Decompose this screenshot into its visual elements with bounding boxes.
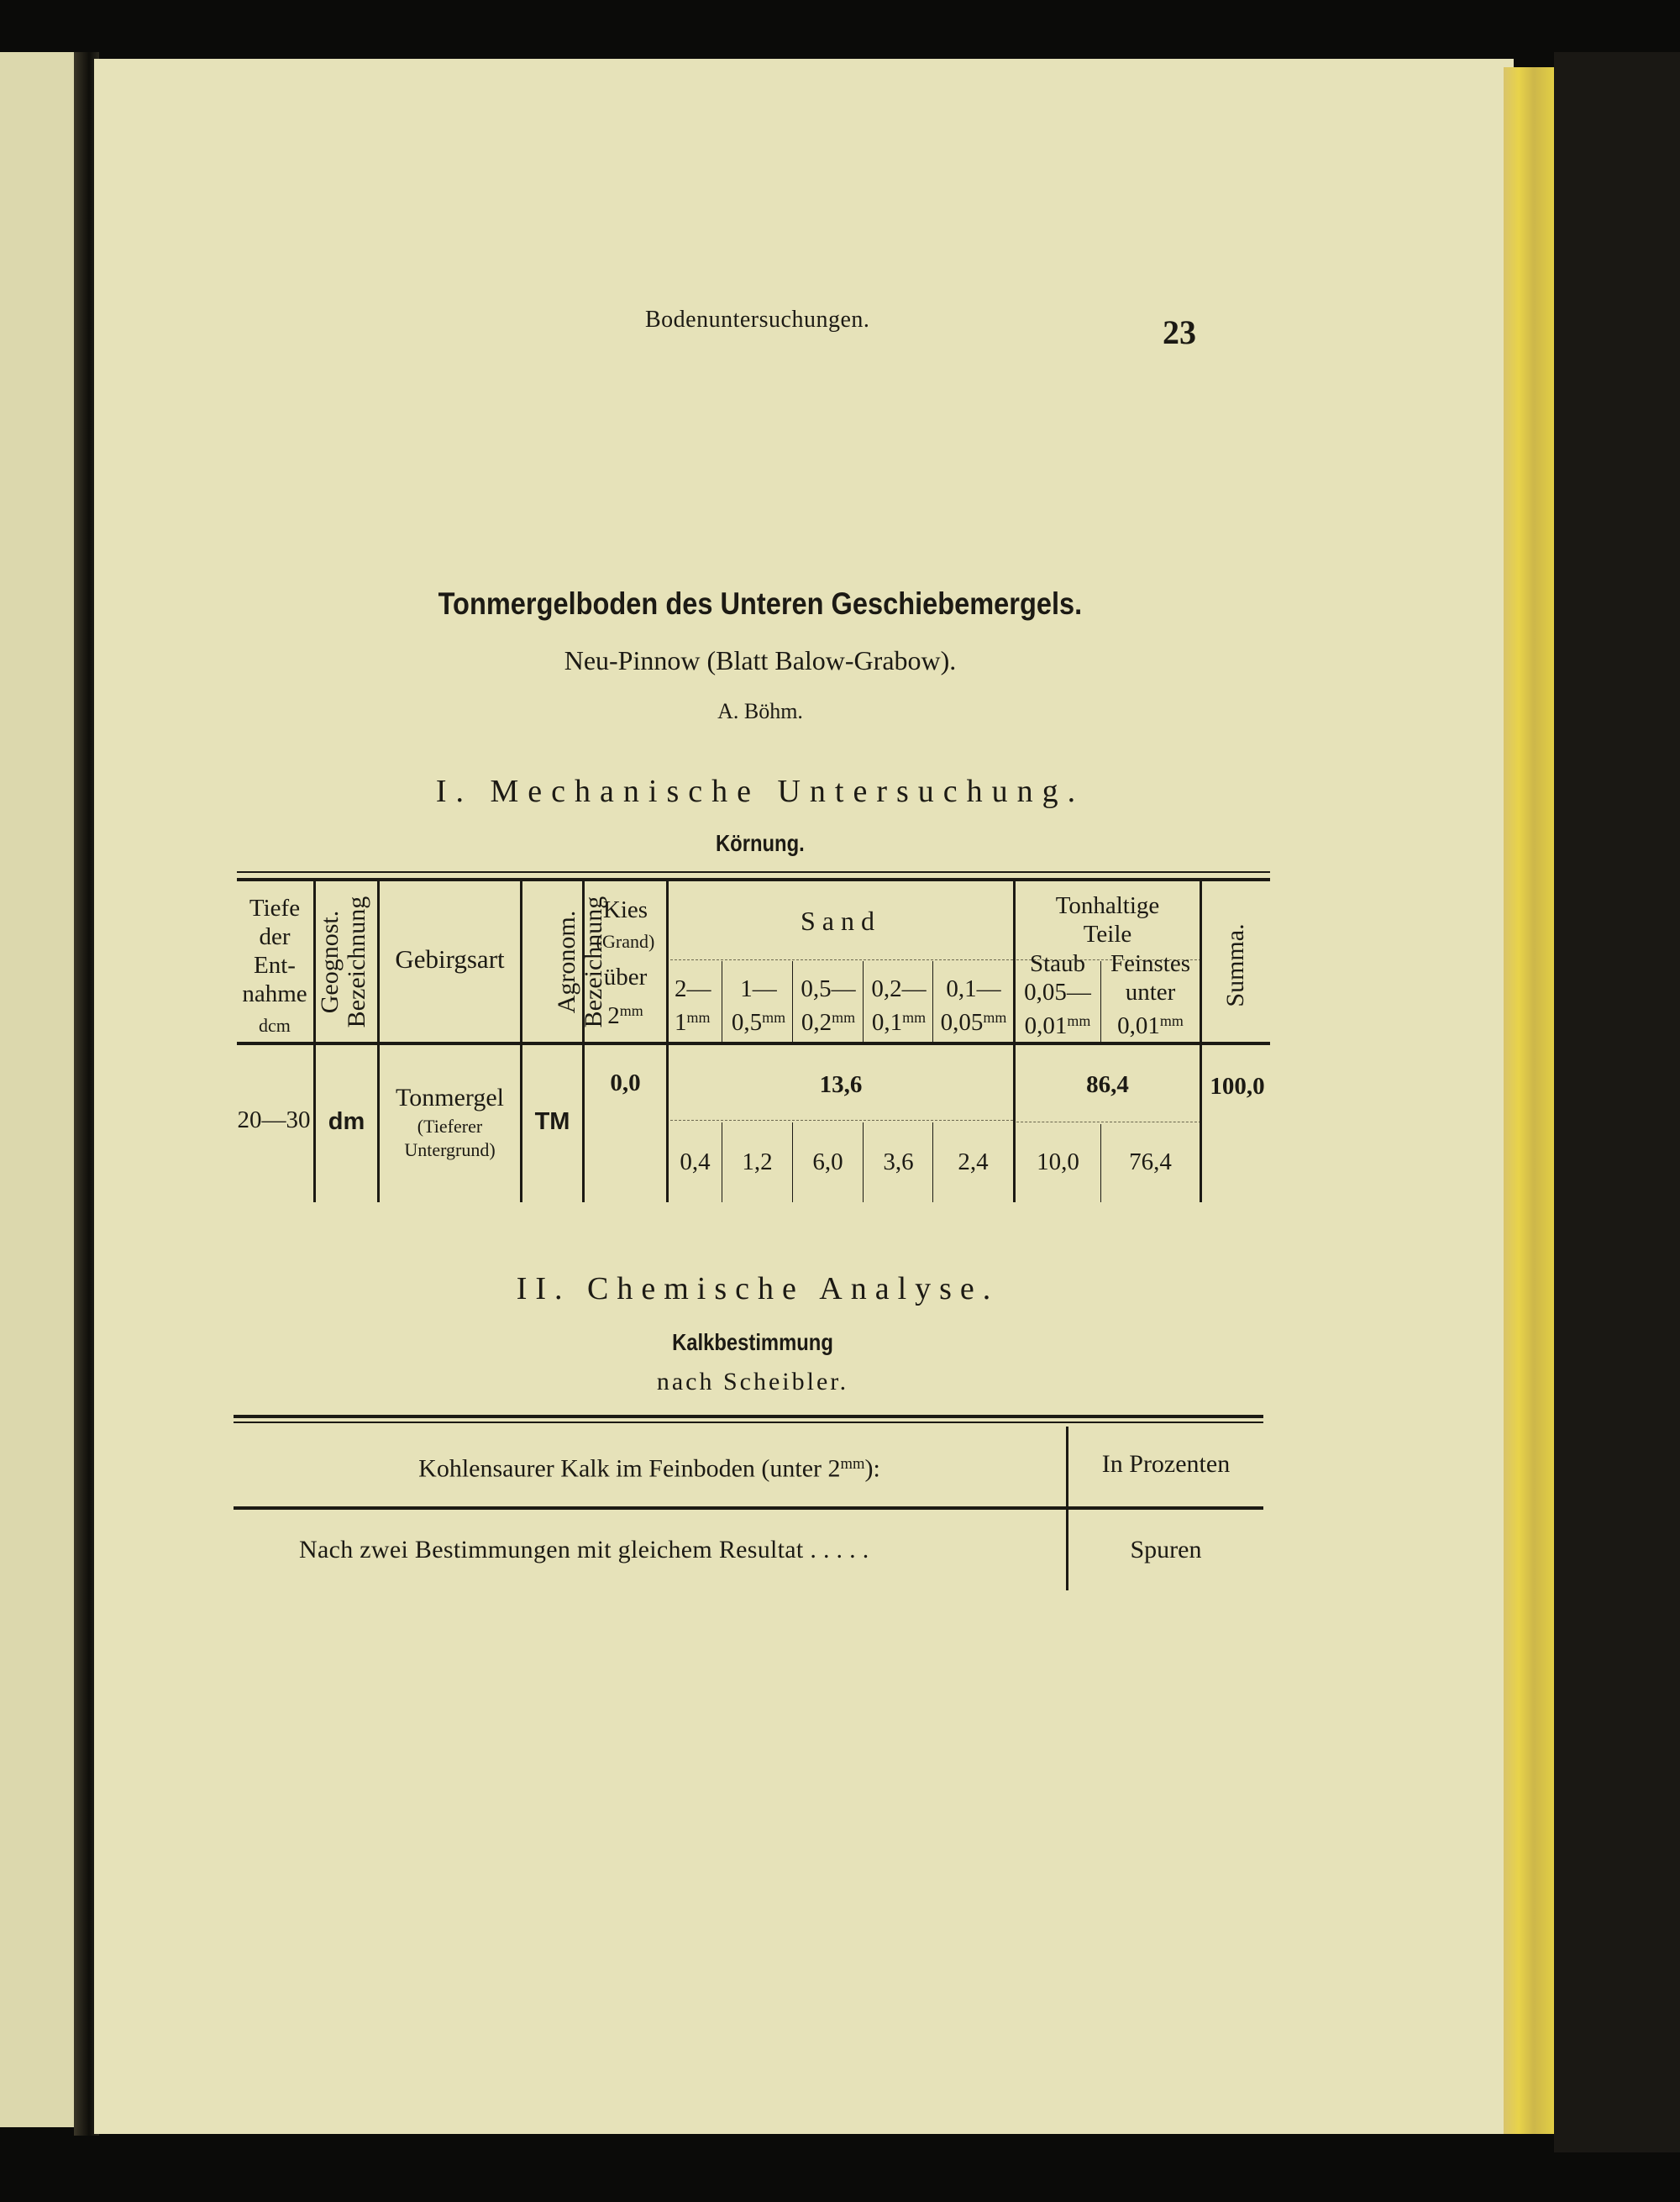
cell-gebirgsart: Tonmergel (Tieferer Untergrund)	[396, 1084, 504, 1160]
book-cover	[1554, 52, 1680, 2152]
header-agronom: Agronom. Bezeichnung	[553, 896, 607, 1028]
table-rule-top	[237, 878, 1270, 881]
cell-sand-2-1: 0,4	[680, 1148, 711, 1175]
table-rule-top-thin	[237, 871, 1270, 873]
subtitle: Neu-Pinnow (Blatt Balow-Grabow).	[564, 645, 957, 675]
col-divider	[1200, 881, 1202, 1202]
header-sand-05-02: 0,5— $0,2^{mm}$	[801, 975, 856, 1036]
table-rule-header	[237, 1042, 1270, 1045]
cell-staub: 10,0	[1037, 1148, 1079, 1175]
table2-header-left: Kohlensaurer Kalk im Feinboden (unter $2^{mm}$):	[418, 1454, 880, 1483]
table2-rule-top-thin	[234, 1422, 1263, 1423]
page-edges	[1504, 67, 1554, 2134]
header-sand-01-005: 0,1— $0,05^{mm}$	[940, 975, 1007, 1036]
header-sand: Sand	[801, 906, 881, 936]
header-geognost: Geognost. Bezeichnung	[316, 896, 370, 1028]
subheading-kalkbestimmung: Kalkbestimmung	[672, 1329, 833, 1355]
section-heading-chemical: II. Chemische Analyse.	[516, 1271, 1000, 1306]
cell-sand-1-05: 1,2	[742, 1148, 773, 1175]
sub-col-divider	[863, 961, 864, 1042]
header-summa: Summa.	[1221, 923, 1249, 1007]
cell-sand-02-01: 3,6	[883, 1148, 914, 1175]
sand-subrule	[670, 959, 1013, 960]
section-heading-mechanical: I. Mechanische Untersuchung.	[435, 774, 1085, 809]
author: A. Böhm.	[717, 699, 803, 723]
table2-row-left: Nach zwei Bestimmungen mit gleichem Resultat . . . . .	[299, 1536, 869, 1563]
header-sand-2-1: 2— $1^{mm}$	[675, 975, 711, 1036]
subheading-koernung: Körnung.	[715, 830, 805, 856]
cell-kies: 0,0	[610, 1069, 641, 1096]
header-kies: Kies (Grand) über $2^{mm}$	[596, 896, 655, 1029]
method-note: nach Scheibler.	[656, 1368, 849, 1395]
cell-geognost: dm	[328, 1108, 365, 1135]
header-feinstes: Feinstes unter $0,01^{mm}$	[1110, 950, 1191, 1039]
page-title: Tonmergelboden des Unteren Geschiebemergels.	[438, 586, 1083, 621]
cell-feinstes: 76,4	[1129, 1148, 1172, 1175]
header-tonhaltige: Tonhaltige Teile	[1055, 892, 1160, 948]
header-sand-1-05: 1— $0,5^{mm}$	[731, 975, 786, 1036]
page-number: 23	[1163, 313, 1196, 351]
cell-sand-total: 13,6	[819, 1071, 863, 1098]
running-head: Bodenuntersuchungen.	[645, 307, 870, 333]
cell-summa: 100,0	[1210, 1073, 1265, 1100]
cell-tiefe: 20—30	[237, 1106, 311, 1133]
sand-row-subrule	[670, 1120, 1013, 1121]
cell-agronom: TM	[534, 1108, 570, 1135]
table2-row-right: Spuren	[1130, 1536, 1202, 1563]
left-page-edge	[0, 52, 74, 2127]
header-sand-02-01: 0,2— $0,1^{mm}$	[871, 975, 927, 1036]
table2-header-right: In Prozenten	[1101, 1450, 1231, 1478]
header-tiefe: Tiefe der Ent- nahme dcm	[242, 895, 307, 1036]
cell-sand-01-005: 2,4	[958, 1148, 989, 1175]
cell-sand-05-02: 6,0	[812, 1148, 843, 1175]
table2-rule-header	[234, 1506, 1263, 1510]
table2-rule-top	[234, 1415, 1263, 1418]
cell-ton-total: 86,4	[1086, 1071, 1129, 1098]
col-divider	[520, 881, 522, 1202]
header-gebirgsart: Gebirgsart	[395, 944, 505, 974]
header-staub: Staub 0,05— $0,01^{mm}$	[1024, 950, 1091, 1039]
